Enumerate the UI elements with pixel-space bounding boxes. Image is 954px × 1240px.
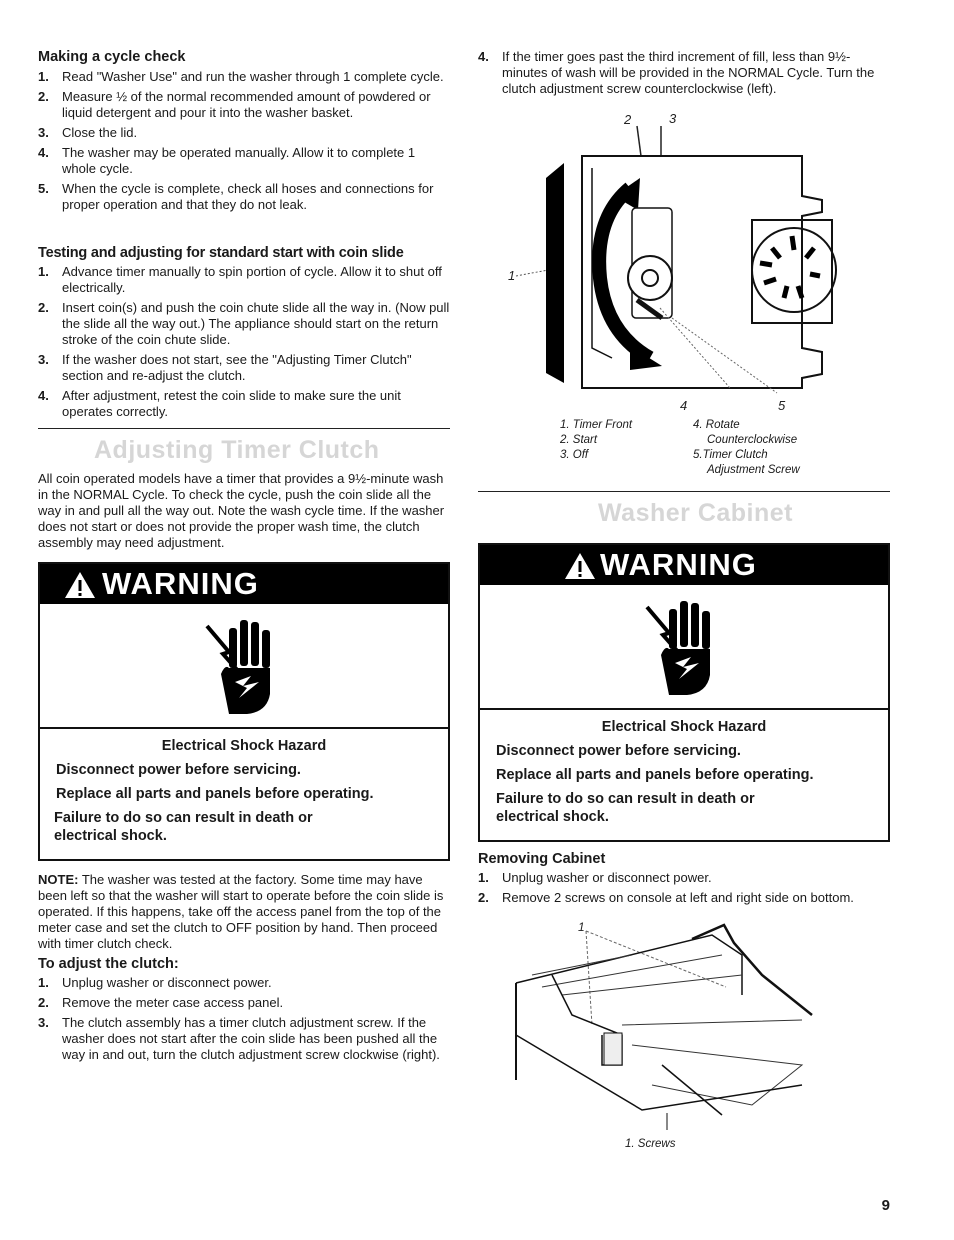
timer-clutch-diagram [502,108,862,418]
list-item: 3. Close the lid. [38,125,138,140]
warning-line: Disconnect power before servicing. [496,743,741,759]
adjust-clutch-steps [38,975,450,1067]
warning-header [40,564,448,604]
warning-line: Replace all parts and panels before operating. [496,767,814,783]
warning-text [480,710,888,840]
list-item: 2. Measure ½ of the normal recommended amount of powdered or liquid detergent and pour it into the washer basket. [38,89,431,120]
timer-legend-right: 4. Rotate Counterclockwise 5.Timer Clutch Adjustment Screw [693,419,800,476]
electric-shock-hand-icon [639,595,729,700]
hazard-title: Electrical Shock Hazard [601,719,767,735]
cycle-check-steps [38,69,450,217]
washer-cabinet-diagram [512,915,822,1135]
list-item: 2. Insert coin(s) and push the coin chute slide all the way in. (Now pull the slide all the way out.) The appliance should start on the return stroke of the coin chute slide. [38,300,450,347]
removing-cabinet-title: Removing Cabinet [478,851,606,867]
list-item: 2. Remove 2 screws on console at left and right side on bottom. [478,890,854,905]
page-number: 9 [881,1197,890,1214]
callout-1: 1 [508,268,516,283]
warning-box [38,562,450,861]
washer-cabinet-heading: Washer Cabinet [598,499,794,527]
warning-line: Failure to do so can result in death or electrical shock. [54,810,313,844]
warning-triangle-icon [564,552,596,580]
warning-text [40,729,448,859]
cabinet-caption: 1. Screws [625,1138,676,1150]
warning-label: WARNING [600,547,757,582]
warning-box [478,543,890,842]
list-item: 4. The washer may be operated manually. Allow it to complete 1 whole cycle. [38,145,416,176]
warning-label: WARNING [102,566,259,601]
coin-slide-steps [38,264,450,424]
list-item: 4. If the timer goes past the third increment of fill, less than 9½-minutes of wash will be provided in the NORMAL Cycle. Turn the clutch adjustment screw counterclockwise (left). [478,49,875,96]
timer-clutch-intro: All coin operated models have a timer that provides a 9½-minute wash in the NORMAL Cycle. To check the cycle, push the coin slide all the way in and pull all the way out. Note the wash cycle time. If the washer does not start or does not provide the proper wash time, the clutch assembly may need adjustment. [38,471,445,550]
callout-5: 5 [778,398,786,413]
hazard-title: Electrical Shock Hazard [161,738,327,754]
shock-pictogram [40,604,448,729]
shock-pictogram [480,585,888,710]
warning-line: Replace all parts and panels before operating. [56,786,374,802]
callout-2: 2 [624,112,632,127]
list-item: 1. Advance timer manually to spin portion of cycle. Allow it to shut off electrically. [38,264,442,295]
list-item: 3. If the washer does not start, see the "Adjusting Timer Clutch" section and re-adjust the clutch. [38,352,412,383]
removing-cabinet-steps [478,870,892,910]
adjust-clutch-steps-continued [478,49,892,101]
timer-clutch-heading: Adjusting Timer Clutch [94,436,380,464]
timer-legend-left: 1. Timer Front 2. Start 3. Off [560,419,633,461]
note-paragraph: NOTE: The washer was tested at the factory. Some time may have been left so that the washer will start to operate before the coin slide is operated. If this happens, take off the access panel from the top of the meter case and set the clutch to OFF position by hand. Then proceed with timer clutch check. [38,872,444,951]
callout-4: 4 [680,398,688,413]
callout-3: 3 [669,111,677,126]
list-item: 1. Unplug washer or disconnect power. [38,975,272,990]
callout-1: 1 [578,920,585,934]
list-item: 1. Unplug washer or disconnect power. [478,870,712,885]
cycle-check-title: Making a cycle check [38,49,186,65]
list-item: 5. When the cycle is complete, check all hoses and connections for proper operation and that they do not leak. [38,181,434,212]
list-item: 4. After adjustment, retest the coin slide to make sure the unit operates correctly. [38,388,401,419]
list-item: 3. The clutch assembly has a timer clutch adjustment screw. If the washer does not start after the coin slide has been pushed all the way in and out, turn the clutch adjustment screw clockwise (right). [38,1015,440,1062]
warning-header [480,545,888,585]
divider [38,428,450,429]
list-item: 1. Read "Washer Use" and run the washer through 1 complete cycle. [38,69,444,84]
warning-line: Failure to do so can result in death or electrical shock. [496,791,755,825]
coin-slide-title: Testing and adjusting for standard start with coin slide [38,245,404,261]
warning-triangle-icon [64,571,96,599]
electric-shock-hand-icon [199,614,289,719]
divider [478,491,890,492]
list-item: 2. Remove the meter case access panel. [38,995,284,1010]
warning-line: Disconnect power before servicing. [56,762,301,778]
adjust-clutch-title: To adjust the clutch: [38,956,179,972]
